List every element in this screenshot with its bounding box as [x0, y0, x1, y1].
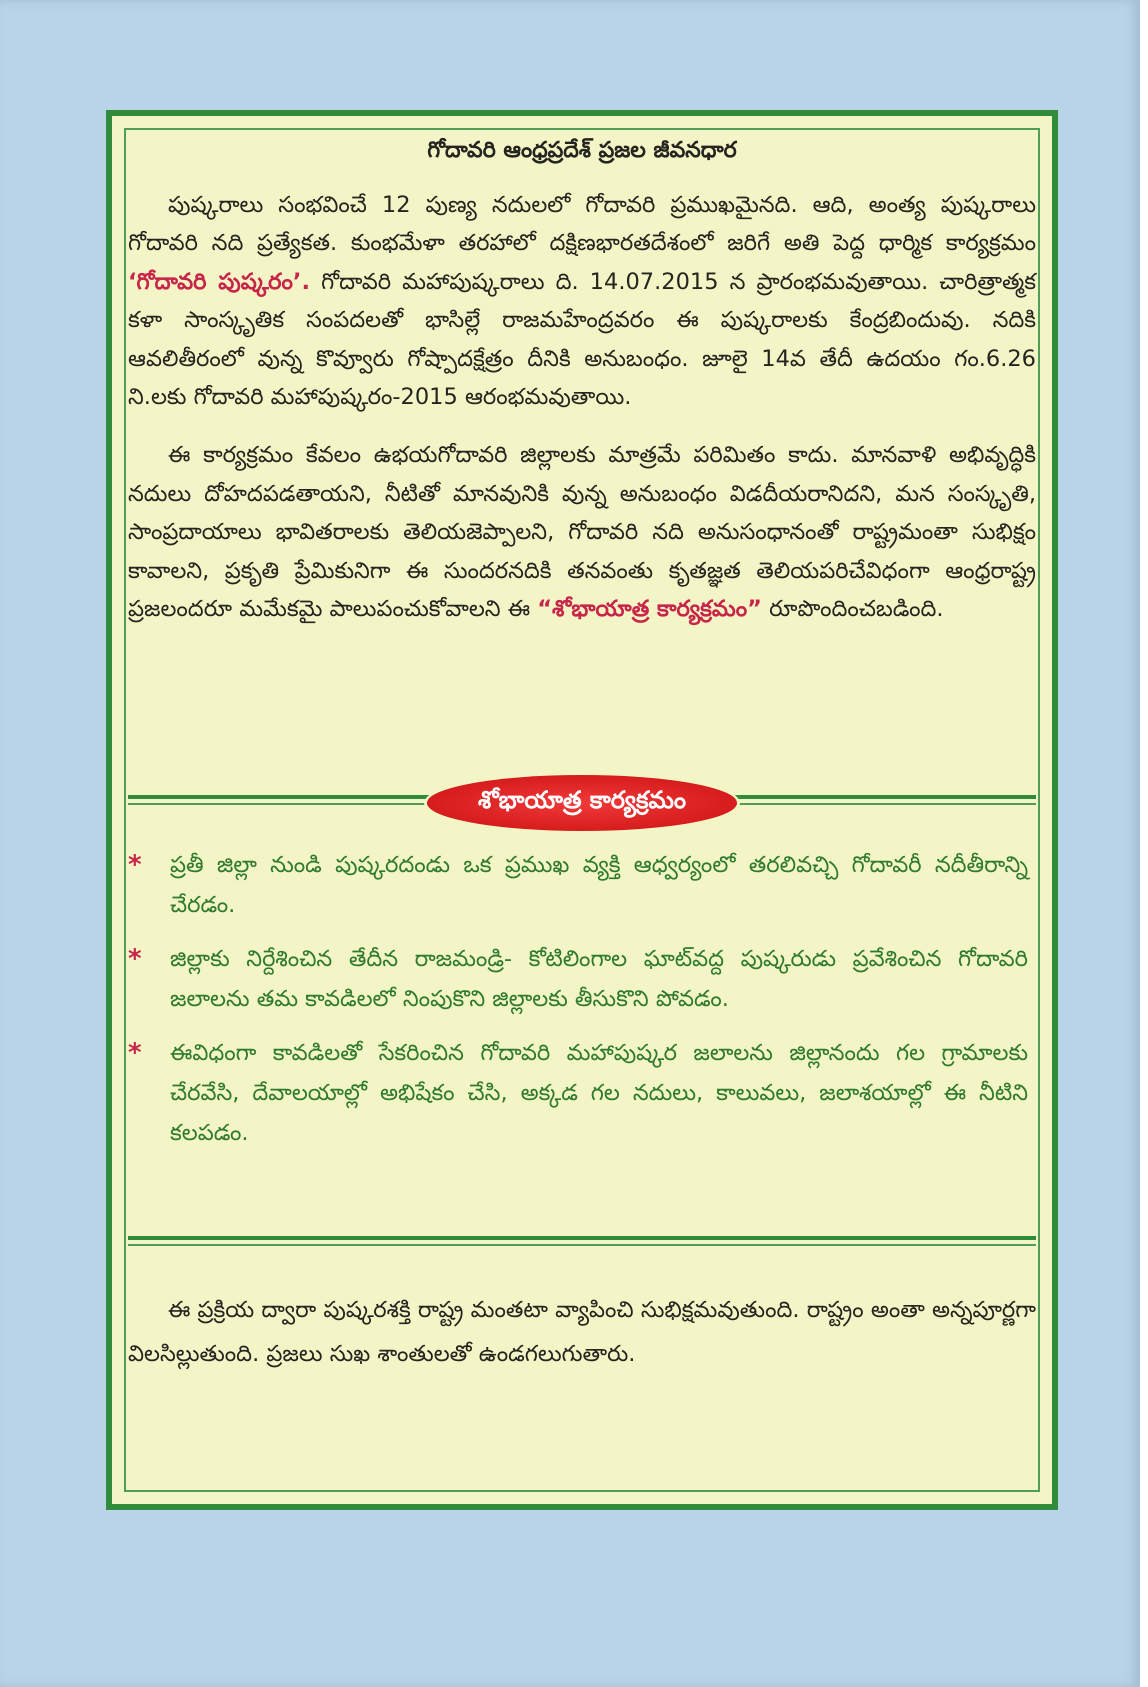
bullet-star: * [128, 1038, 142, 1068]
main-text-block [128, 130, 1036, 628]
paragraph-purpose-end: రూపొందించబడింది. [761, 596, 944, 623]
list-item [128, 939, 1028, 1019]
bullet-star: * [128, 944, 142, 974]
paragraph-purpose [128, 436, 1036, 628]
list-item [128, 845, 1028, 925]
lower-divider [128, 1232, 1036, 1252]
lower-rule-thick [128, 1236, 1036, 1240]
bullet-text: ఈవిధంగా కావడిలతో సేకరించిన గోదావరి మహాపుష్కర జలాలను జిల్లానందు గల గ్రామాలకు చేరవేసి, దేవాలయాల్లో అభిషేకం చేసి, అక్కడ గల నదులు, కాలువలు, జలాశయాల్లో ఈ నీటిని కలపడం. [170, 1040, 1028, 1146]
section-divider [128, 773, 1036, 833]
list-item [128, 1033, 1028, 1153]
closing-paragraph: ఈ ప్రక్రియ ద్వారా పుష్కరశక్తి రాష్ట్ర మంతటా వ్యాపించి సుభిక్షమవుతుంది. రాష్ట్రం అంతా అన్నపూర్ణగా విలసిల్లుతుంది. ప్రజలు సుఖ శాంతులతో ఉండగలుగుతారు. [128, 1297, 1036, 1367]
page-heading: గోదావరి ఆంధ్రప్రదేశ్ ప్రజల జీవనధార [427, 138, 737, 163]
bullet-star: * [128, 850, 142, 880]
bullet-text: జిల్లాకు నిర్దేశించిన తేదీన రాజమండ్రి- కోటిలింగాల ఘాట్‌వద్ద పుష్కరుడు ప్రవేశించిన గోదావరి జలాలను తమ కావడిలలో నింపుకొని జిల్లాలకు తీసుకొని పోవడం. [170, 946, 1028, 1012]
paragraph-intro-end: గోదావరి మహాపుష్కరాలు ది. 14.07.2015 న ప్రారంభమవుతాయి. చారిత్రాత్మక కళా సాంస్కృతిక సంపదలతో భాసిల్లే రాజమహేంద్రవరం ఈ పుష్కరాలకు కేంద్రబిందువు. నదికి ఆవలితీరంలో వున్న కొవ్వూరు గోష్పాదక్షేత్రం దీనికి అనుబంధం. జూలై 14వ తేదీ ఉదయం గం.6.26 ని.లకు గోదావరి మహాపుష్కరం-2015 ఆరంభమవుతాయి. [128, 268, 1037, 411]
section-badge: శోభాయాత్ర కార్యక్రమం [427, 775, 737, 831]
paragraph-purpose-start: ఈ కార్యక్రమం కేవలం ఉభయగోదావరి జిల్లాలకు మాత్రమే పరిమితం కాదు. మానవాళి అభివృద్ధికి నదులు దోహదపడతాయని, నీటితో మానవునికి వున్న అనుబంధం విడదీయరానిదని, మన సంస్కృతి, సాంప్రదాయాలు భావితరాలకు తెలియజెప్పాలని, గోదావరి నది అనుసంధానంతో రాష్ట్రమంతా సుభిక్షం కావాలని, ప్రకృతి ప్రేమికునిగా ఈ సుందరనదికి తనవంతు కృతజ్ఞత తెలియపరిచేవిధంగా ఆంధ్రరాష్ట్ర ప్రజలందరూ మమేకమై పాలుపంచుకోవాలని ఈ [128, 442, 1036, 623]
bullet-list [128, 845, 1028, 1167]
paragraph-intro [128, 186, 1036, 416]
lower-rule-thin [128, 1244, 1036, 1246]
bullet-text: ప్రతీ జిల్లా నుండి పుష్కరదండు ఒక ప్రముఖ వ్యక్తి ఆధ్వర్యంలో తరలివచ్చి గోదావరీ నదీతీరాన్ని చేరడం. [170, 852, 1028, 918]
paragraph-intro-start: పుష్కరాలు సంభవించే 12 పుణ్య నదులలో గోదావరి ప్రముఖమైనది. ఆది, అంత్య పుష్కరాలు గోదావరి నది ప్రత్యేకత. కుంభమేళా తరహాలో దక్షిణభారతదేశంలో జరిగే అతి పెద్ద ధార్మిక కార్యక్రమం [128, 192, 1036, 257]
paragraph-intro-highlight: ‘గోదావరి పుష్కరం’. [128, 268, 311, 295]
paragraph-purpose-highlight: “శోభాయాత్ర కార్యక్రమం” [537, 596, 762, 623]
